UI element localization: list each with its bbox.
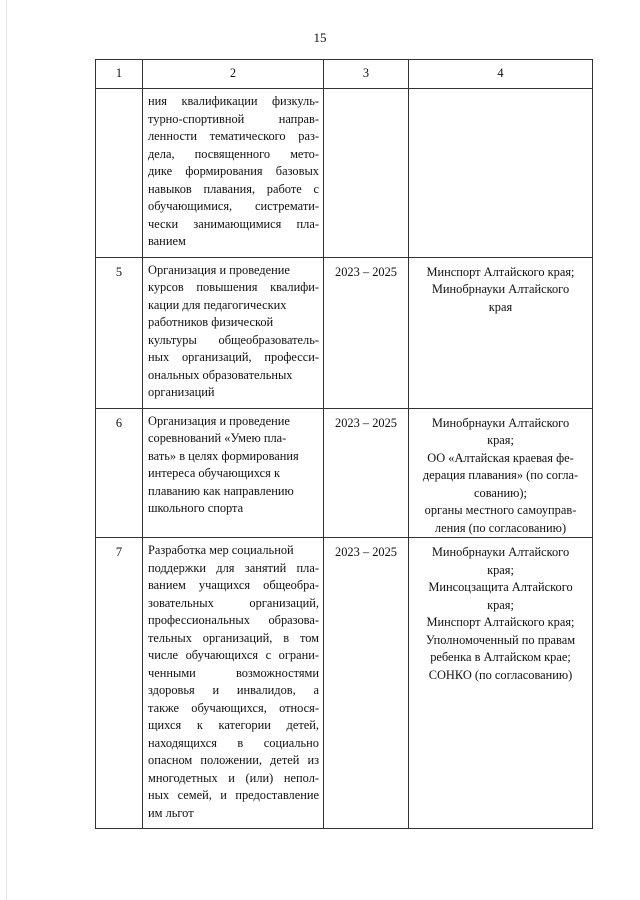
executor-line: сованию);: [474, 485, 527, 500]
executor-line: Минобрнауки Алтайского: [431, 282, 570, 296]
description-line: им льгот: [148, 805, 194, 820]
page-number: 15: [313, 30, 327, 45]
description-line: культуры общеобразователь-: [148, 332, 319, 347]
row-number: [96, 89, 143, 258]
description-line: ленности тематического раз-: [148, 129, 319, 143]
description-line: курсов повышения квалифи-: [148, 280, 319, 294]
executor-line: ребенка в Алтайском крае;: [430, 650, 571, 664]
table-row: [96, 538, 593, 829]
executor-line: ОО «Алтайская краевая фе-: [427, 450, 574, 465]
description-line: ных семей, и предоставление: [148, 788, 319, 802]
description-line: дела, посвященного мето-: [148, 146, 319, 161]
description-line: профессиональных образова-: [148, 613, 319, 627]
measures-table: [95, 59, 593, 829]
description-line: соревнований «Умею пла-: [148, 431, 287, 445]
header-col-4: 4: [409, 60, 593, 89]
row-number: 7: [96, 538, 143, 829]
executor-line: дерация плавания» (по согла-: [422, 468, 579, 482]
description-line: работников физической: [148, 315, 274, 329]
table-row: [96, 257, 593, 408]
measure-description: [143, 408, 324, 538]
measure-executors: [409, 538, 593, 829]
description-line: навыков плавания, работе с: [148, 181, 319, 196]
description-line: обучающимися, систремати-: [148, 199, 319, 213]
executor-line: Минобрнауки Алтайского: [431, 545, 570, 559]
header-col-3: 3: [324, 60, 409, 89]
executor-line: ления (по согласованию): [434, 520, 567, 535]
description-line: плаванию как направлению: [148, 483, 294, 498]
executor-line: края;: [487, 433, 514, 447]
measure-executors: [409, 89, 593, 258]
description-line: здоровья и инвалидов, а: [148, 683, 319, 697]
header-col-1: 1: [96, 60, 143, 89]
executor-line: края;: [487, 562, 514, 577]
scan-edge-mark: [6, 0, 7, 900]
measure-description: [143, 538, 324, 829]
header-col-2: 2: [143, 60, 324, 89]
measure-executors: [409, 408, 593, 538]
executor-line: края: [488, 299, 513, 314]
description-line: поддержки для занятий пла-: [148, 560, 319, 575]
description-line: тельных организаций, в том: [148, 630, 319, 645]
table-row: [96, 408, 593, 538]
description-line: многодетных и (или) непол-: [148, 770, 319, 785]
executor-line: Минобрнауки Алтайского: [431, 415, 570, 430]
row-number: 5: [96, 257, 143, 408]
description-line: ональных образовательных: [148, 367, 293, 382]
description-line: интереса обучающихся к: [148, 466, 280, 480]
executor-line: СОНКО (по согласованию): [428, 667, 573, 682]
description-line: щихся к категории детей,: [148, 718, 319, 732]
description-line: ванием: [148, 234, 186, 248]
executor-line: Минспорт Алтайского края;: [426, 264, 575, 279]
measure-description: [143, 257, 324, 408]
description-line: Организация и проведение: [148, 413, 290, 428]
table-row: [96, 89, 593, 258]
description-line: дике формирования базовых: [148, 164, 319, 178]
executor-line: Минспорт Алтайского края;: [426, 615, 575, 629]
description-line: турно-спортивной направ-: [148, 111, 319, 126]
description-line: опасном положении, детей из: [148, 753, 319, 767]
table-header-row: [96, 60, 593, 89]
description-line: чески занимающимися пла-: [148, 216, 319, 231]
description-line: кации для педагогических: [148, 297, 287, 312]
executor-line: Уполномоченный по правам: [425, 632, 576, 647]
measure-term: [324, 538, 409, 829]
measure-term: [324, 89, 409, 258]
description-line: школьного спорта: [148, 501, 244, 515]
executor-line: края;: [487, 597, 514, 612]
description-line: Организация и проведение: [148, 262, 290, 277]
description-line: вать» в целях формирования: [148, 448, 299, 463]
term-line: 2023 – 2025: [335, 264, 397, 279]
description-line: ванием учащихся общеобра-: [148, 578, 319, 592]
measure-description: [143, 89, 324, 258]
executor-line: органы местного самоуправ-: [424, 503, 577, 517]
description-line: зовательных организаций,: [148, 595, 319, 610]
description-line: ченными возможностями: [148, 665, 319, 680]
description-line: находящихся в социально: [148, 735, 319, 750]
description-line: Разработка мер социальной: [148, 543, 294, 557]
description-line: числе обучающихся с ограни-: [148, 648, 319, 662]
term-line: 2023 – 2025: [335, 545, 397, 559]
executor-line: Минсоцзащита Алтайского: [428, 580, 573, 594]
description-line: также обучающихся, относя-: [148, 700, 319, 715]
description-line: ния квалификации физкуль-: [148, 94, 319, 108]
description-line: организаций: [148, 385, 215, 399]
measure-executors: [409, 257, 593, 408]
row-number: 6: [96, 408, 143, 538]
description-line: ных организаций, професси-: [148, 350, 319, 364]
measure-term: [324, 408, 409, 538]
term-line: 2023 – 2025: [335, 415, 397, 430]
measure-term: [324, 257, 409, 408]
